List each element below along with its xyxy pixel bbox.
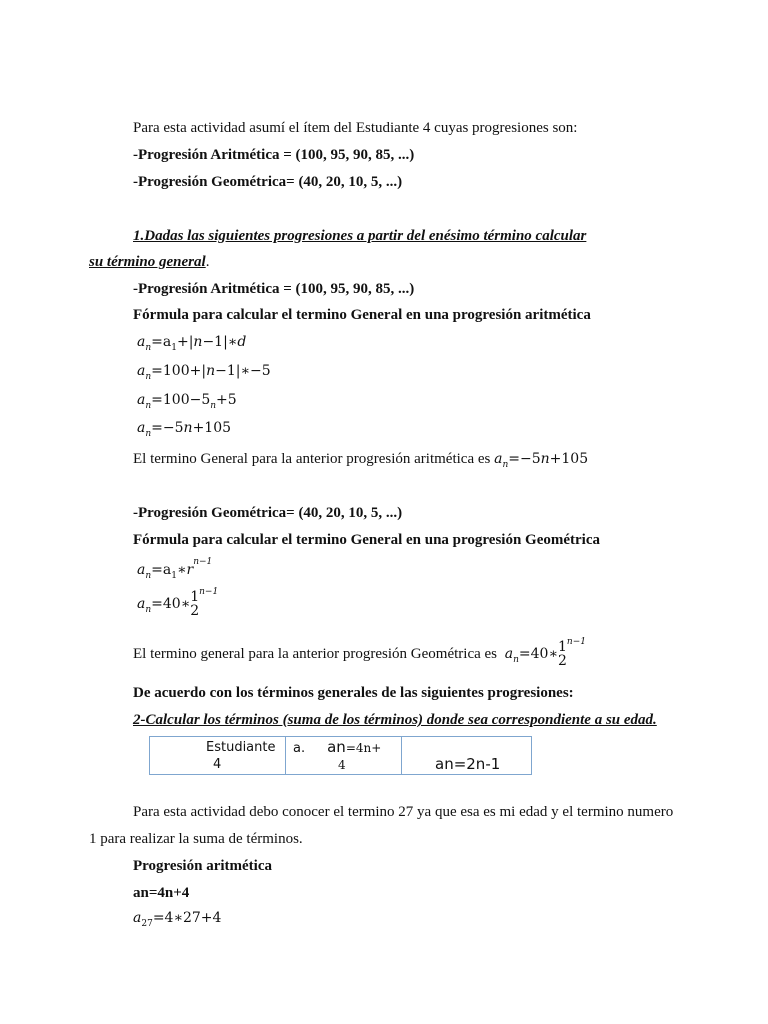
an-formula: an=4n+4 bbox=[133, 885, 190, 901]
geometric-formula: an=2n-1 bbox=[435, 755, 501, 773]
arithmetic-progression-heading: Progresión aritmética bbox=[133, 858, 272, 874]
student-cell bbox=[150, 737, 286, 775]
question1-line2-text: su término general bbox=[89, 254, 206, 270]
progression-geometric-repeat: -Progresión Geométrica= (40, 20, 10, 5, ...) bbox=[133, 505, 403, 521]
a27-equation: $a_{27}=4∗27+4$ bbox=[133, 910, 222, 929]
geometric-result-text: El termino general para la anterior progresión Geométrica es bbox=[133, 646, 498, 662]
student-table bbox=[149, 736, 532, 775]
acuerdo-heading: De acuerdo con los términos generales de las siguientes progresiones: bbox=[133, 685, 574, 701]
fraction-one-half: 1 2 bbox=[190, 589, 200, 619]
arithmetic-result bbox=[133, 450, 588, 474]
formula-geometric-title: Fórmula para calcular el termino General en una progresión Geométrica bbox=[133, 532, 601, 548]
progression-geometric: -Progresión Geométrica= (40, 20, 10, 5, ...) bbox=[133, 174, 403, 190]
geometric-cell bbox=[402, 737, 532, 775]
arithmetic-formula-constant: 4 bbox=[338, 758, 346, 772]
equation-simplified: $a_n=-5n+105$ bbox=[137, 420, 232, 439]
intro-text: Para esta actividad asumí el ítem del Estudiante 4 cuyas progresiones son: bbox=[133, 120, 578, 136]
progression-arithmetic-repeat: -Progresión Aritmética = (100, 95, 90, 85, ...) bbox=[133, 281, 415, 297]
equation-substitution: $a_n=100+|n-1|∗-5$ bbox=[137, 363, 271, 382]
arithmetic-result-formula: $a_n=-5n+105$ bbox=[494, 451, 589, 470]
equation-general-arithmetic: $a_n=a_1+|n-1|∗d$ bbox=[137, 334, 247, 353]
fraction-one-half-result: 1 2 bbox=[557, 639, 567, 669]
an-label: an bbox=[327, 738, 346, 756]
question1-period: . bbox=[205, 254, 210, 270]
paragraph-line1: Para esta actividad debo conocer el termino 27 ya que esa es mi edad y el termino numero bbox=[133, 804, 674, 820]
equation-geometric-substitution: $a_n=40∗$ 1 2 $^{n-1}$ bbox=[137, 587, 219, 619]
question1-line1: 1.Dadas las siguientes progresiones a partir del enésimo término calcular bbox=[133, 228, 587, 244]
arithmetic-formula-part: =4n+ bbox=[345, 741, 382, 755]
progression-arithmetic: -Progresión Aritmética = (100, 95, 90, 85, ...) bbox=[133, 147, 415, 163]
paragraph-line2: 1 para realizar la suma de términos. bbox=[89, 831, 303, 847]
arithmetic-cell bbox=[286, 737, 402, 775]
geometric-result-formula: $a_n=40∗$ 1 2 $^{n-1}$ bbox=[504, 637, 586, 669]
student-label: Estudiante bbox=[206, 740, 276, 755]
item-letter: a. bbox=[293, 741, 306, 756]
geometric-result bbox=[133, 637, 586, 669]
equation-expansion: $a_n=100-5_n+5$ bbox=[137, 392, 237, 411]
equation-general-geometric: $a_n=a_1∗r^{n-1}$ bbox=[137, 557, 213, 581]
question1-line2 bbox=[89, 253, 209, 271]
question2-heading: 2-Calcular los términos (suma de los términos) donde sea correspondiente a su edad. bbox=[133, 712, 657, 728]
formula-arithmetic-title: Fórmula para calcular el termino General en una progresión aritmética bbox=[133, 307, 591, 323]
arithmetic-result-text: El termino General para la anterior progresión aritmética es bbox=[133, 451, 491, 467]
student-number: 4 bbox=[213, 757, 222, 772]
